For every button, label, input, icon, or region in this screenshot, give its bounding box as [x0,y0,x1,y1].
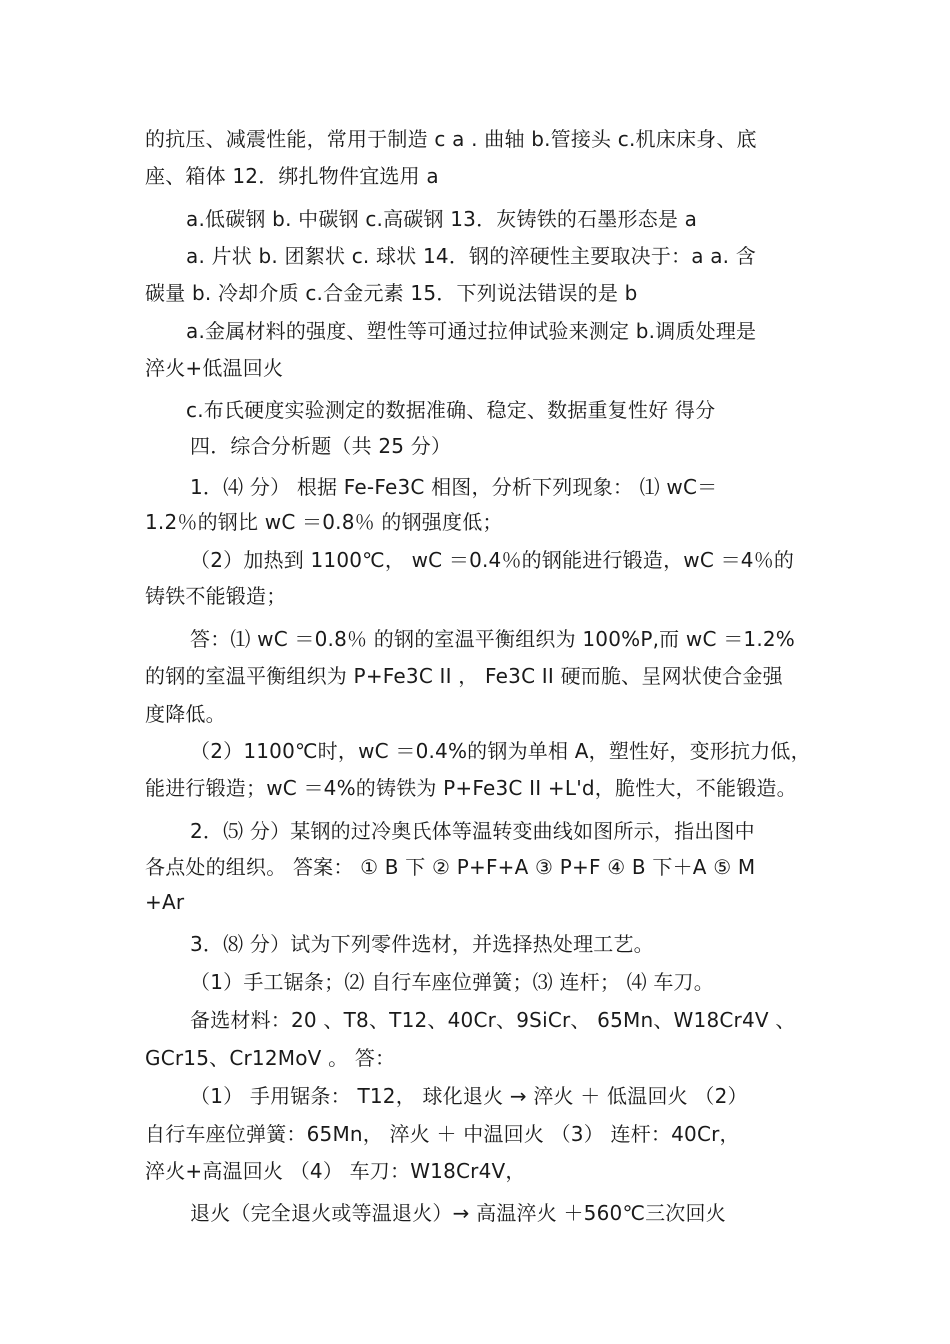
text-line-25: GCr15、Cr12MoV 。 答： [145,1046,396,1070]
section-heading: 四．综合分析题（共 25 分） [190,434,452,458]
text-line-8: c.布氏硬度实验测定的数据准确、稳定、数据重复性好 得分 [186,398,716,422]
text-line-2: 座、箱体 12．绑扎物件宜选用 a [145,164,439,188]
text-line-5: 碳量 b. 冷却介质 c.合金元素 15．下列说法错误的是 b [145,281,638,305]
text-line-6: a.金属材料的强度、塑性等可通过拉伸试验来测定 b.调质处理是 [186,319,757,343]
text-line-21: +Ar [145,890,185,914]
text-line-19: 2．⑸ 分）某钢的过冷奥氏体等温转变曲线如图所示，指出图中 [190,819,755,843]
text-line-13: 铸铁不能锻造； [145,584,287,608]
text-line-24: 备选材料：20 、T8、T12、40Cr、9SiCr、 65Mn、W18Cr4V 、 [190,1008,796,1032]
text-line-15: 的钢的室温平衡组织为 P+Fe3C II ， Fe3C II 硬而脆、呈网状使合金强 [145,664,783,688]
text-line-4: a. 片状 b. 团絮状 c. 球状 14．钢的淬硬性主要取决于：a a. 含 [186,244,756,268]
text-line-17: （2）1100℃时，wC ＝0.4%的钢为单相 A，塑性好，变形抗力低， [190,739,811,763]
text-line-3: a.低碳钢 b. 中碳钢 c.高碳钢 13．灰铸铁的石墨形态是 a [186,207,698,231]
text-line-10: 1．⑷ 分） 根据 Fe-Fe3C 相图，分析下列现象： ⑴ wC＝ [190,475,718,499]
text-line-23: （1）手工锯条；⑵ 自行车座位弹簧；⑶ 连杆； ⑷ 车刀。 [190,970,714,994]
text-line-22: 3．⑻ 分）试为下列零件选材，并选择热处理工艺。 [190,932,654,956]
text-line-7: 淬火+低温回火 [145,356,284,380]
text-line-18: 能进行锻造；wC ＝4%的铸铁为 P+Fe3C II +L'd，脆性大，不能锻造。 [145,776,797,800]
text-line-14: 答：⑴ wC ＝0.8％ 的钢的室温平衡组织为 100%P,而 wC ＝1.2% [190,627,796,651]
text-line-20: 各点处的组织。 答案： ① B 下 ② P+F+A ③ P+F ④ B 下＋A ⑤ M [145,855,756,879]
text-line-11: 1.2％的钢比 wC ＝0.8％ 的钢强度低； [145,510,503,534]
text-line-28: 淬火+高温回火 （4） 车刀：W18Cr4V， [145,1159,526,1183]
text-line-26: （1） 手用锯条： T12， 球化退火 → 淬火 ＋ 低温回火 （2） [190,1084,748,1108]
text-line-12: （2）加热到 1100℃， wC ＝0.4％的钢能进行锻造，wC ＝4％的 [190,548,795,572]
text-line-27: 自行车座位弹簧：65Mn， 淬火 ＋ 中温回火 （3） 连杆：40Cr， [145,1122,740,1146]
text-line-16: 度降低。 [145,702,226,726]
text-line-1: 的抗压、减震性能，常用于制造 c a . 曲轴 b.管接头 c.机床床身、底 [145,127,757,151]
text-line-29: 退火（完全退火或等温退火）→ 高温淬火 ＋560℃三次回火 [190,1201,726,1225]
